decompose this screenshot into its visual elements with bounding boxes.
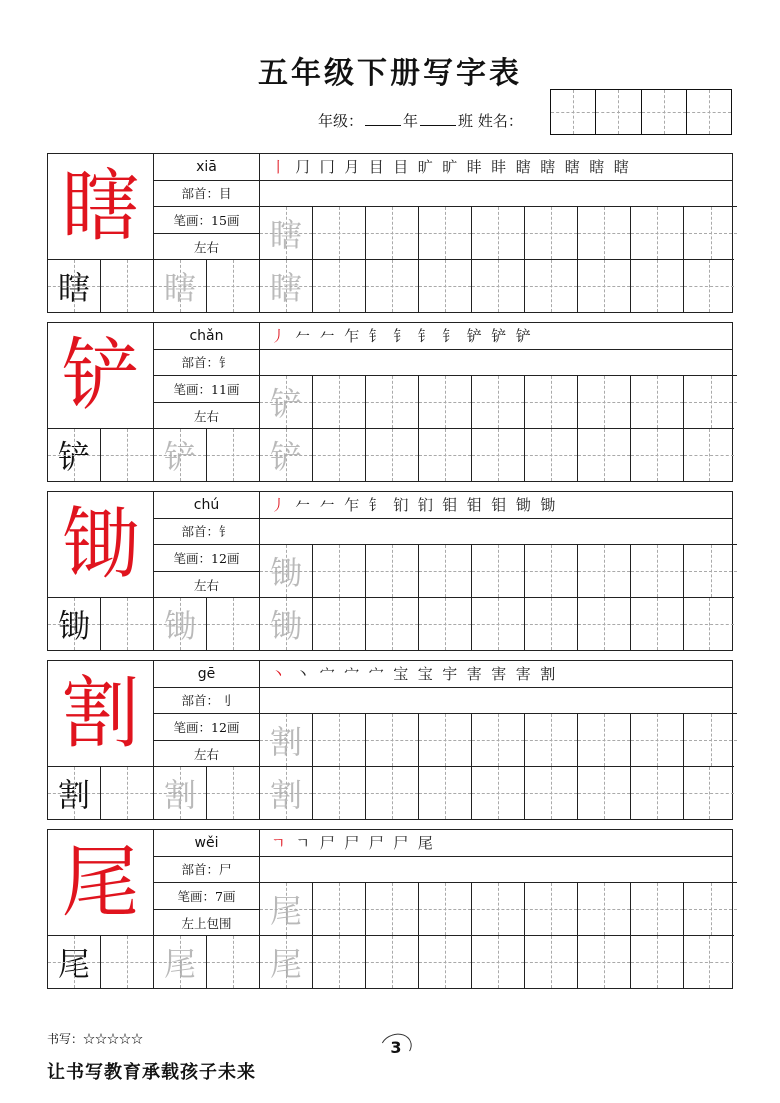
stroke-step: 尸 (393, 834, 409, 853)
trace-character: 铲 (163, 438, 196, 476)
name-cell[interactable] (551, 90, 596, 134)
practice-cell[interactable] (260, 766, 313, 819)
stroke-order (260, 154, 732, 181)
stroke-step: 钔 (393, 496, 409, 515)
stroke-step: 月 (344, 158, 360, 177)
practice-cell[interactable] (578, 544, 631, 597)
stroke-step: 钼 (466, 496, 482, 515)
stroke-step: 锄 (515, 496, 531, 515)
practice-cell[interactable] (472, 713, 525, 766)
stroke-step: 锄 (540, 496, 556, 515)
practice-cell[interactable] (684, 206, 737, 259)
practice-cell[interactable] (207, 766, 260, 819)
stroke-step: 钅 (393, 327, 409, 346)
stroke-step: 害 (466, 665, 482, 684)
practice-cell[interactable] (260, 713, 313, 766)
stroke-step: 乍 (344, 496, 360, 515)
practice-cell[interactable] (525, 882, 578, 935)
trace-character: 尾 (269, 892, 302, 930)
stroke-step: 害 (491, 665, 507, 684)
stroke-step: 宝 (417, 665, 433, 684)
class-label: 班 (458, 112, 474, 130)
pinyin: chú (154, 492, 259, 519)
practice-cell[interactable] (472, 544, 525, 597)
practice-cell[interactable] (154, 259, 207, 312)
practice-cell[interactable] (366, 375, 419, 428)
trace-character: 锄 (163, 607, 196, 645)
practice-cell[interactable] (313, 206, 366, 259)
practice-cell[interactable] (472, 428, 525, 481)
stroke-step: 盽 (491, 158, 507, 177)
practice-row[interactable] (48, 597, 734, 650)
practice-cell[interactable] (260, 597, 313, 650)
practice-cell[interactable] (419, 259, 472, 312)
practice-cell[interactable] (366, 935, 419, 988)
blank-row[interactable] (260, 350, 732, 377)
stroke-step: 𠂉 (295, 327, 311, 346)
practice-cell[interactable] (525, 428, 578, 481)
model-character: 铲 (48, 323, 154, 429)
practice-cell[interactable] (525, 206, 578, 259)
stroke-step: 钅 (417, 327, 433, 346)
practice-cell[interactable] (419, 766, 472, 819)
stroke-count: 笔画：12画 (154, 714, 259, 741)
stroke-step: 尾 (417, 834, 433, 853)
sample-character: 割 (57, 776, 90, 814)
stroke-step: 旷 (442, 158, 458, 177)
practice-cell[interactable] (578, 597, 631, 650)
stroke-step: 目 (368, 158, 384, 177)
blank-row[interactable] (260, 519, 732, 546)
char-info (154, 492, 260, 598)
structure: 左右 (193, 239, 219, 255)
practice-cell[interactable] (48, 597, 101, 650)
practice-cell[interactable] (525, 375, 578, 428)
practice-cell[interactable] (260, 544, 313, 597)
stroke-step: 丿 (270, 327, 286, 346)
practice-cell[interactable] (684, 259, 734, 312)
practice-row[interactable] (260, 544, 737, 597)
trace-character: 锄 (269, 554, 302, 592)
blank-row[interactable] (260, 857, 732, 884)
char-info (154, 661, 260, 767)
stroke-step: 尸 (368, 834, 384, 853)
trace-character: 割 (163, 776, 196, 814)
practice-cell[interactable] (578, 206, 631, 259)
practice-cell[interactable] (472, 259, 525, 312)
stroke-step: 铲 (491, 327, 507, 346)
trace-character: 铲 (269, 385, 302, 423)
stroke-step: 钔 (417, 496, 433, 515)
practice-cell[interactable] (419, 375, 472, 428)
practice-cell[interactable] (313, 259, 366, 312)
practice-cell[interactable] (101, 935, 154, 988)
stroke-step: 割 (540, 665, 556, 684)
stroke-step: 瞎 (540, 158, 556, 177)
practice-cell[interactable] (419, 428, 472, 481)
stroke-step: 钅 (368, 496, 384, 515)
model-character: 尾 (48, 830, 154, 936)
stroke-step: 瞎 (515, 158, 531, 177)
practice-cell[interactable] (313, 375, 366, 428)
practice-cell[interactable] (578, 935, 631, 988)
model-character: 锄 (48, 492, 154, 598)
stroke-step: 钼 (442, 496, 458, 515)
char-block (47, 829, 733, 989)
practice-row[interactable] (48, 259, 734, 312)
practice-cell[interactable] (525, 544, 578, 597)
practice-cell[interactable] (525, 713, 578, 766)
sample-character: 瞎 (57, 269, 90, 307)
practice-cell[interactable] (260, 206, 313, 259)
writing-rating: 书写：☆☆☆☆☆ (47, 1032, 144, 1046)
practice-cell[interactable] (631, 713, 684, 766)
char-info (154, 830, 260, 936)
pinyin: gē (154, 661, 259, 688)
practice-cell[interactable] (684, 766, 734, 819)
stroke-count: 笔画：15画 (154, 207, 259, 234)
radical: 部首：尸 (154, 857, 259, 884)
practice-cell[interactable] (578, 713, 631, 766)
student-info (318, 110, 523, 131)
trace-character: 瞎 (163, 269, 196, 307)
practice-cell[interactable] (101, 428, 154, 481)
sample-character: 铲 (57, 438, 90, 476)
stroke-step: 铲 (515, 327, 531, 346)
practice-cell[interactable] (101, 259, 154, 312)
pinyin: xiā (154, 154, 259, 181)
practice-cell[interactable] (154, 428, 207, 481)
practice-cell[interactable] (366, 597, 419, 650)
stroke-step: ⺆ (295, 158, 311, 177)
practice-cell[interactable] (419, 713, 472, 766)
name-grid[interactable] (550, 89, 732, 135)
char-info (154, 323, 260, 429)
practice-cell[interactable] (260, 259, 313, 312)
practice-cell[interactable] (472, 597, 525, 650)
practice-cell[interactable] (366, 259, 419, 312)
stroke-order (260, 323, 732, 350)
stroke-step: ㄱ (295, 834, 310, 853)
stroke-step: 钅 (368, 327, 384, 346)
grade-blank[interactable] (365, 111, 401, 126)
practice-cell[interactable] (684, 544, 737, 597)
char-block (47, 491, 733, 651)
model-character: 瞎 (48, 154, 154, 260)
stroke-step: 冂 (319, 158, 335, 177)
practice-cell[interactable] (366, 882, 419, 935)
practice-cell[interactable] (525, 597, 578, 650)
stroke-step: 尸 (344, 834, 360, 853)
practice-cell[interactable] (419, 206, 472, 259)
practice-cell[interactable] (631, 544, 684, 597)
practice-cell[interactable] (684, 713, 737, 766)
stroke-step: 宀 (319, 665, 335, 684)
practice-row[interactable] (260, 713, 737, 766)
structure: 左上包围 (181, 915, 232, 931)
practice-cell[interactable] (48, 428, 101, 481)
stroke-step: 盽 (466, 158, 482, 177)
stroke-count: 笔画：7画 (154, 883, 259, 910)
practice-cell[interactable] (207, 259, 260, 312)
trace-character: 割 (269, 776, 302, 814)
radical: 部首：钅 (154, 350, 259, 377)
stroke-count: 笔画：11画 (154, 376, 259, 403)
stroke-step: 钅 (442, 327, 458, 346)
practice-cell[interactable] (419, 935, 472, 988)
practice-row[interactable] (48, 428, 734, 481)
stroke-step: 𠂉 (319, 496, 335, 515)
practice-cell[interactable] (631, 428, 684, 481)
stroke-step: 𠂉 (319, 327, 335, 346)
page-title: 五年级下册写字表 (258, 56, 522, 91)
name-cell[interactable] (642, 90, 687, 134)
practice-cell[interactable] (472, 882, 525, 935)
stroke-step: 宇 (442, 665, 458, 684)
stroke-step: 丿 (270, 496, 286, 515)
practice-cell[interactable] (525, 766, 578, 819)
practice-cell[interactable] (101, 766, 154, 819)
stroke-step: 瞎 (589, 158, 605, 177)
name-cell[interactable] (596, 90, 641, 134)
model-character: 割 (48, 661, 154, 767)
practice-cell[interactable] (631, 206, 684, 259)
grade-label: 年级： (318, 112, 364, 130)
practice-row[interactable] (48, 766, 734, 819)
practice-cell[interactable] (472, 935, 525, 988)
practice-cell[interactable] (207, 597, 260, 650)
stroke-step: 宀 (344, 665, 360, 684)
practice-cell[interactable] (313, 544, 366, 597)
char-block (47, 660, 733, 820)
stroke-step: 尸 (319, 834, 335, 853)
practice-cell[interactable] (631, 259, 684, 312)
practice-cell[interactable] (631, 882, 684, 935)
stroke-step: ㄱ (271, 834, 286, 853)
practice-cell[interactable] (48, 766, 101, 819)
practice-cell[interactable] (260, 428, 313, 481)
trace-character: 尾 (269, 945, 302, 983)
practice-cell[interactable] (260, 882, 313, 935)
stroke-step: 钼 (491, 496, 507, 515)
practice-cell[interactable] (207, 428, 260, 481)
sample-character: 锄 (57, 607, 90, 645)
stroke-step: 瞎 (564, 158, 580, 177)
practice-cell[interactable] (684, 882, 737, 935)
practice-row[interactable] (48, 935, 734, 988)
slogan: 让书写教育承载孩子未来 (47, 1062, 256, 1083)
trace-character: 割 (269, 723, 302, 761)
char-block (47, 322, 733, 482)
practice-cell[interactable] (631, 597, 684, 650)
stroke-step: 丨 (270, 158, 286, 177)
practice-cell[interactable] (366, 544, 419, 597)
name-cell[interactable] (687, 90, 731, 134)
radical: 部首：目 (154, 181, 259, 208)
stroke-step: 宀 (368, 665, 384, 684)
stroke-step: 旷 (417, 158, 433, 177)
trace-character: 铲 (269, 438, 302, 476)
practice-cell[interactable] (48, 935, 101, 988)
structure: 左右 (193, 577, 219, 593)
trace-character: 瞎 (269, 216, 302, 254)
practice-cell[interactable] (48, 259, 101, 312)
practice-cell[interactable] (260, 935, 313, 988)
practice-row[interactable] (260, 882, 737, 935)
page-number: 3 (378, 1032, 414, 1062)
stroke-step: 乍 (344, 327, 360, 346)
stroke-order (260, 661, 732, 688)
practice-cell[interactable] (472, 766, 525, 819)
structure: 左右 (193, 746, 219, 762)
stroke-order (260, 830, 732, 857)
stroke-step: 害 (515, 665, 531, 684)
stroke-count: 笔画：12画 (154, 545, 259, 572)
practice-cell[interactable] (419, 882, 472, 935)
class-blank[interactable] (420, 111, 456, 126)
practice-cell[interactable] (578, 428, 631, 481)
practice-cell[interactable] (366, 713, 419, 766)
practice-cell[interactable] (684, 428, 734, 481)
stroke-step: 宝 (393, 665, 409, 684)
stroke-step: 丶 (295, 665, 311, 684)
practice-cell[interactable] (684, 935, 734, 988)
char-block (47, 153, 733, 313)
practice-cell[interactable] (525, 935, 578, 988)
practice-cell[interactable] (260, 375, 313, 428)
practice-cell[interactable] (684, 375, 737, 428)
practice-cell[interactable] (472, 375, 525, 428)
practice-cell[interactable] (313, 935, 366, 988)
blank-row[interactable] (260, 688, 732, 715)
practice-cell[interactable] (313, 428, 366, 481)
practice-cell[interactable] (419, 544, 472, 597)
pinyin: wěi (154, 830, 259, 857)
practice-row[interactable] (260, 206, 737, 259)
practice-cell[interactable] (366, 428, 419, 481)
stroke-order (260, 492, 732, 519)
practice-cell[interactable] (154, 766, 207, 819)
pinyin: chǎn (154, 323, 259, 350)
practice-cell[interactable] (631, 766, 684, 819)
practice-cell[interactable] (472, 206, 525, 259)
radical: 部首：钅 (154, 519, 259, 546)
trace-character: 尾 (163, 945, 196, 983)
name-label: 姓名： (477, 112, 523, 130)
structure: 左右 (193, 408, 219, 424)
practice-row[interactable] (260, 375, 737, 428)
stroke-step: 目 (393, 158, 409, 177)
practice-cell[interactable] (419, 597, 472, 650)
practice-cell[interactable] (631, 935, 684, 988)
trace-character: 瞎 (269, 269, 302, 307)
blank-row[interactable] (260, 181, 732, 208)
practice-cell[interactable] (313, 713, 366, 766)
radical: 部首：刂 (154, 688, 259, 715)
stroke-step: 瞎 (613, 158, 629, 177)
sample-character: 尾 (57, 945, 90, 983)
stroke-step: 丶 (270, 665, 286, 684)
practice-cell[interactable] (366, 206, 419, 259)
practice-cell[interactable] (525, 259, 578, 312)
practice-cell[interactable] (154, 935, 207, 988)
practice-cell[interactable] (154, 597, 207, 650)
practice-cell[interactable] (366, 766, 419, 819)
practice-cell[interactable] (313, 597, 366, 650)
practice-cell[interactable] (313, 882, 366, 935)
practice-cell[interactable] (207, 935, 260, 988)
practice-cell[interactable] (578, 375, 631, 428)
practice-cell[interactable] (101, 597, 154, 650)
practice-cell[interactable] (578, 259, 631, 312)
year-label: 年 (403, 112, 419, 130)
trace-character: 锄 (269, 607, 302, 645)
practice-cell[interactable] (578, 766, 631, 819)
char-info (154, 154, 260, 260)
practice-cell[interactable] (578, 882, 631, 935)
stroke-step: 铲 (466, 327, 482, 346)
practice-cell[interactable] (631, 375, 684, 428)
practice-cell[interactable] (313, 766, 366, 819)
stroke-step: 𠂉 (295, 496, 311, 515)
practice-cell[interactable] (684, 597, 734, 650)
